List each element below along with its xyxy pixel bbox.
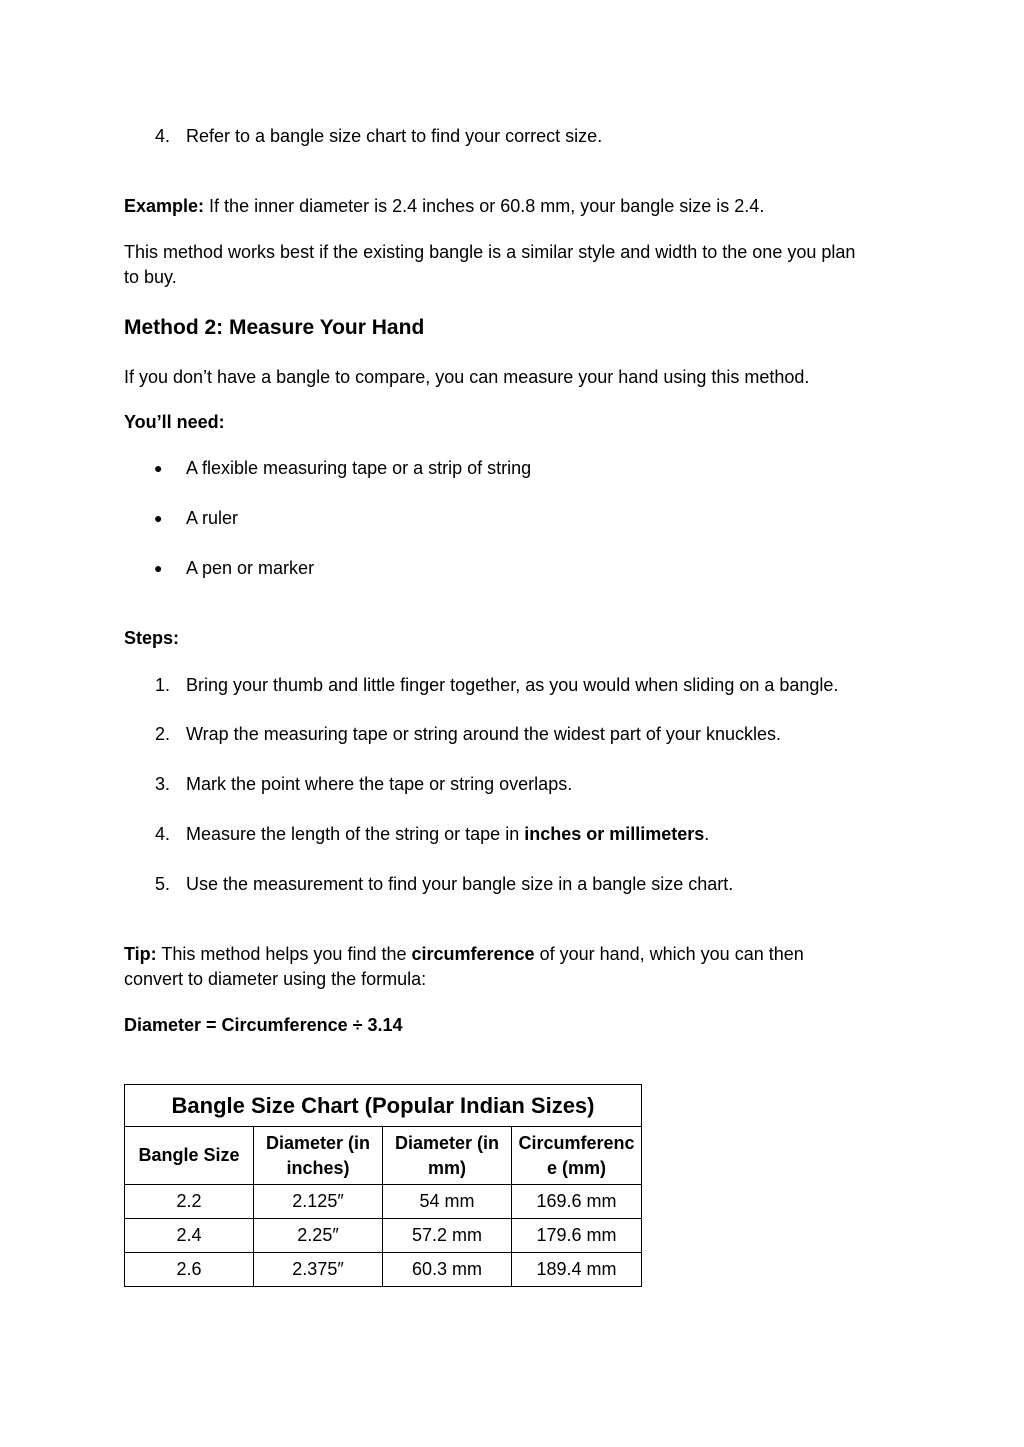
step-text: Measure the length of the string or tape in inches or millimeters.	[186, 824, 710, 844]
table-row	[125, 1219, 642, 1253]
step-number: 1.	[154, 675, 170, 695]
bullet-icon: ●	[154, 560, 163, 576]
tip-line-2: convert to diameter using the formula:	[124, 969, 427, 989]
step-number: 2.	[154, 724, 170, 744]
example-paragraph	[124, 197, 764, 215]
list-item-text: Refer to a bangle size chart to find your correct size.	[186, 126, 603, 146]
example-text: If the inner diameter is 2.4 inches or 60.8 mm, your bangle size is 2.4.	[204, 196, 765, 216]
formula: Diameter = Circumference ÷ 3.14	[124, 1015, 403, 1035]
tip-emphasis: circumference	[411, 944, 535, 964]
table-cell: 2.6	[125, 1253, 254, 1287]
table-cell: 60.3 mm	[383, 1253, 512, 1287]
step-number: 3.	[154, 774, 170, 794]
steps-label: Steps:	[124, 628, 180, 648]
table-row	[125, 1185, 642, 1219]
intro-paragraph: If you don’t have a bangle to compare, you can measure your hand using this method.	[124, 367, 810, 387]
table-cell: 2.25″	[254, 1219, 383, 1253]
tip-paragraph: Tip: This method helps you find the circumference of your hand, which you can then	[124, 944, 804, 964]
list-item: A ruler	[186, 508, 239, 528]
column-header-circumference: Circumferenc e (mm)	[512, 1127, 642, 1185]
step-number: 4.	[154, 824, 170, 844]
bullet-icon: ●	[154, 510, 163, 526]
list-number: 4.	[154, 126, 170, 146]
table-cell: 2.4	[125, 1219, 254, 1253]
table-cell: 2.375″	[254, 1253, 383, 1287]
table-cell: 169.6 mm	[512, 1185, 642, 1219]
method-note-line-2: to buy.	[124, 267, 177, 287]
step-text: Bring your thumb and little finger together, as you would when sliding on a bangle.	[186, 675, 839, 695]
section-heading: Method 2: Measure Your Hand	[124, 316, 425, 339]
table-cell: 54 mm	[383, 1185, 512, 1219]
step-emphasis: inches or millimeters	[524, 824, 705, 844]
step-text: Wrap the measuring tape or string around the widest part of your knuckles.	[186, 724, 781, 744]
step-text: Use the measurement to find your bangle size in a bangle size chart.	[186, 874, 734, 894]
example-label: Example:	[124, 196, 205, 216]
table-cell: 57.2 mm	[383, 1219, 512, 1253]
column-header-diameter-inches: Diameter (in inches)	[254, 1127, 383, 1185]
table-cell: 2.125″	[254, 1185, 383, 1219]
list-item: A pen or marker	[186, 558, 315, 578]
bullet-icon: ●	[154, 460, 163, 476]
need-label: You’ll need:	[124, 412, 225, 432]
table-title: Bangle Size Chart (Popular Indian Sizes)	[125, 1085, 642, 1127]
step-text: Mark the point where the tape or string overlaps.	[186, 774, 573, 794]
table-cell: 179.6 mm	[512, 1219, 642, 1253]
bangle-size-table	[124, 1084, 642, 1287]
table-cell: 189.4 mm	[512, 1253, 642, 1287]
method-note-line-1: This method works best if the existing bangle is a similar style and width to the one you plan	[124, 242, 856, 262]
column-header-bangle-size: Bangle Size	[125, 1127, 254, 1185]
table-row	[125, 1253, 642, 1287]
tip-label: Tip:	[124, 944, 157, 964]
step-number: 5.	[154, 874, 170, 894]
column-header-diameter-mm: Diameter (in mm)	[383, 1127, 512, 1185]
table-cell: 2.2	[125, 1185, 254, 1219]
list-item: A flexible measuring tape or a strip of string	[186, 458, 532, 478]
